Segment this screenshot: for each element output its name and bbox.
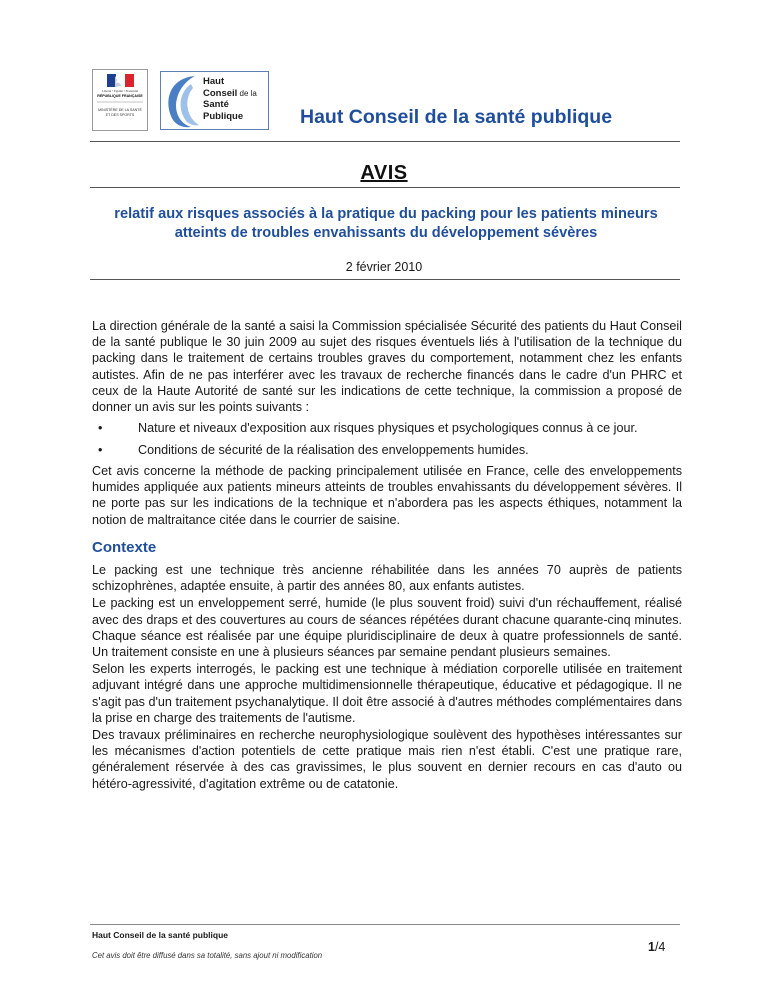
scope-section xyxy=(92,463,682,533)
hcsp-logo-line4: Publique xyxy=(203,110,244,122)
header-divider xyxy=(90,141,680,142)
list-item xyxy=(92,442,682,458)
intro-section xyxy=(92,318,682,420)
ministry-logo xyxy=(92,69,148,131)
marianne-flag-icon xyxy=(93,70,147,130)
heading-divider xyxy=(90,187,680,188)
footer-note: Cet avis doit être diffusé dans sa totalité, sans ajout ni modification xyxy=(92,951,323,960)
list-item-text: Conditions de sécurité de la réalisation des enveloppements humides. xyxy=(138,443,529,457)
document-date: 2 février 2010 xyxy=(345,260,423,274)
list-item-text: Nature et niveaux d'exposition aux risques physiques et psychologiques connus à ce jour. xyxy=(138,421,638,435)
list-item xyxy=(92,420,682,436)
contexte-paragraph: Selon les experts interrogés, le packing est une technique à médiation corporelle utilisée en traitement adjuvant intégré dans une approche multidimensionnelle thérapeutique, éducative et pédagogique. Il ne s'agit pas d'un traitement psychanalytique. Il doit être associé à d'autres méthodes complémentaires dans la prise en charge des traitements de l'autisme. xyxy=(92,662,682,725)
document-heading: AVIS xyxy=(360,162,408,184)
hcsp-logo-text xyxy=(203,76,257,122)
org-title: Haut Conseil de la santé publique xyxy=(300,106,613,128)
hcsp-logo xyxy=(160,71,269,130)
section-heading-contexte: Contexte xyxy=(92,539,157,556)
document-subtitle: relatif aux risques associés à la pratique du packing pour les patients mineurs atteints de troubles envahissants du développement sévères xyxy=(114,206,658,241)
scope-list xyxy=(92,420,682,464)
contexte-section xyxy=(92,562,682,793)
bullet-icon: • xyxy=(98,421,103,435)
bullet-icon: • xyxy=(98,443,103,457)
page-total: /4 xyxy=(654,940,666,954)
ministry-name-line1: MINISTÈRE DE LA SANTÉ xyxy=(98,108,142,112)
contexte-paragraph: Le packing est une technique très ancienne réhabilitée dans les années 70 auprès de patients schizophrènes, adaptée ensuite, à partir des années 80, aux enfants autistes. xyxy=(92,563,682,594)
hcsp-emblem-icon xyxy=(161,72,201,129)
hcsp-logo-line2-small: de la xyxy=(237,88,257,98)
rf-motto: Liberté • Égalité • Fraternité xyxy=(101,89,139,93)
page-number xyxy=(648,940,665,954)
footer-divider xyxy=(90,924,680,925)
hcsp-logo-line1: Haut xyxy=(203,76,225,87)
contexte-paragraph: Des travaux préliminaires en recherche neurophysiologique soulèvent des hypothèses intéressantes sur les mécanismes d'action potentiels de cette pratique mais rien n'est établi. C'est une pratique rare, généralement réservée à des cas gravissimes, le plus souvent en dernier recours en cas d'auto ou hétéro-agressivité, d'agitation extrême ou de catatonie. xyxy=(92,728,682,791)
hcsp-logo-line2-main: Conseil xyxy=(203,87,238,99)
hcsp-logo-line2 xyxy=(203,88,257,100)
rf-republic: RÉPUBLIQUE FRANÇAISE xyxy=(97,94,143,98)
contexte-paragraph: Le packing est un enveloppement serré, humide (le plus souvent froid) suivi d'un réchauffement, réalisé avec des draps et des couvertures au cours de séances répétées durant chacune quarante-cinq minutes. Chaque séance est réalisée par une équipe pluridisciplinaire de deux à quatre professionnels de santé. Un traitement consiste en une à plusieurs séances par semaine pendant plusieurs semaines. xyxy=(92,596,682,660)
date-divider xyxy=(90,279,680,280)
page-current: 1 xyxy=(648,940,655,954)
intro-paragraph: La direction générale de la santé a saisi la Commission spécialisée Sécurité des patients du Haut Conseil de la santé publique le 30 juin 2009 au sujet des risques éventuels liés à l'utilisation de la technique du packing dans le traitement de certains troubles graves du comportement, notamment chez les enfants autistes. Afin de ne pas interférer avec les travaux de recherche financés dans le cadre d'un PHRC et ceux de la Haute Autorité de santé sur les indications de cette technique, la commission a proposé de donner un avis sur les points suivants : xyxy=(92,319,682,415)
footer-org: Haut Conseil de la santé publique xyxy=(92,930,229,940)
hcsp-logo-line3: Santé xyxy=(203,99,229,110)
ministry-name-line2: ET DES SPORTS xyxy=(105,113,135,117)
scope-paragraph: Cet avis concerne la méthode de packing principalement utilisée en France, celle des enveloppements humides appliquée aux patients mineurs atteints de troubles envahissants du développement sévères. Il ne porte pas sur les indications de la technique et n'abordera pas les aspects éthiques, notamment la notion de maltraitance citée dans le courrier de saisine. xyxy=(92,464,682,527)
